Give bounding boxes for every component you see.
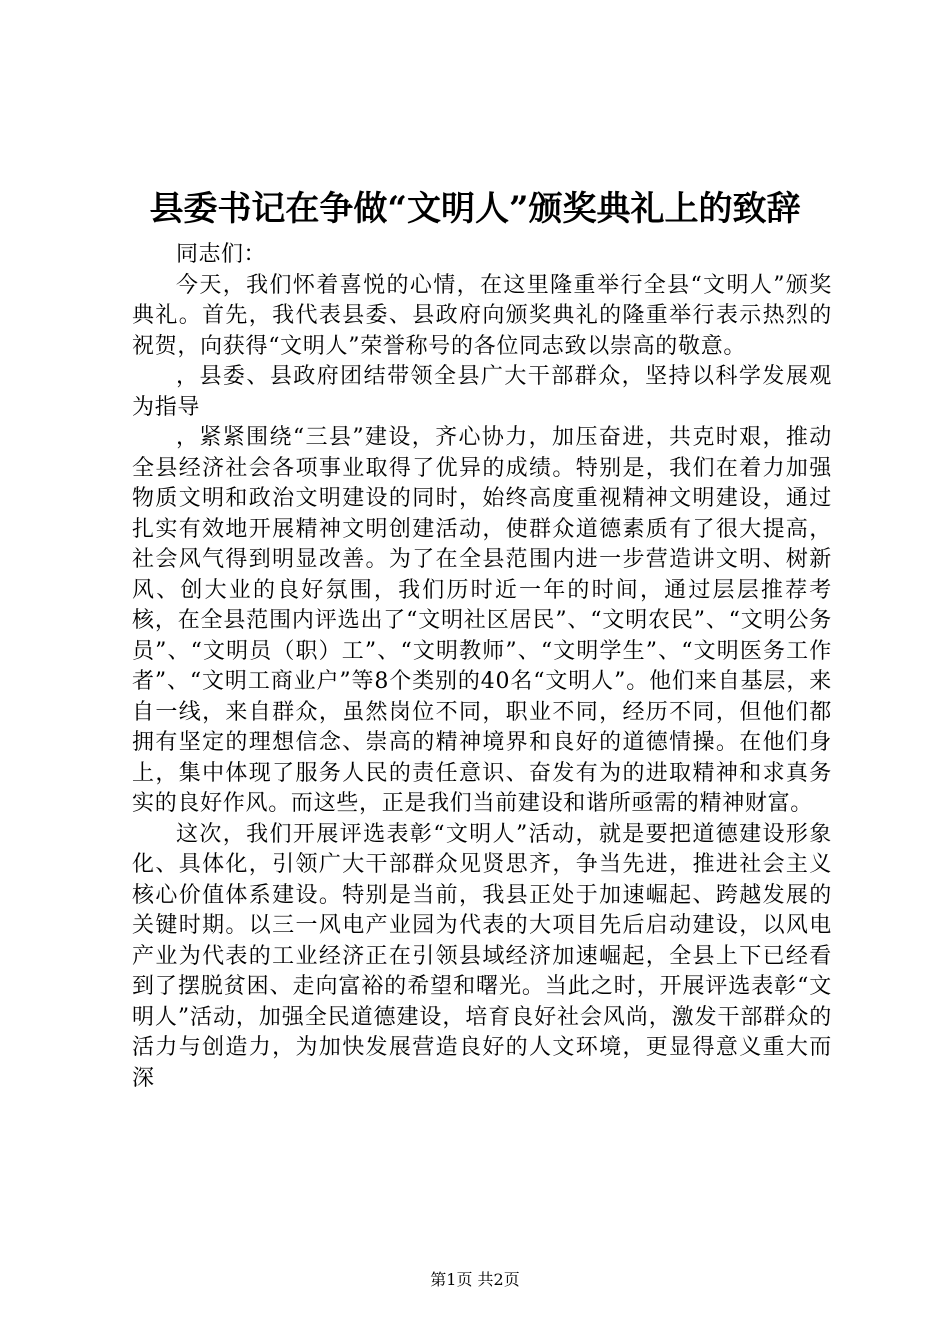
- page-number-footer: 第1页 共2页: [430, 1270, 520, 1289]
- paragraph-2: ，县委、县政府团结带领全县广大干部群众，坚持以科学发展观为指导: [132, 364, 832, 420]
- document-title: 县委书记在争做“文明人”颁奖典礼上的致辞: [149, 189, 801, 229]
- paragraph-3: ，紧紧围绕“三县”建设，齐心协力，加压奋进，共克时艰，推动全县经济社会各项事业取得了优异的成绩。特别是，我们在着力加强物质文明和政治文明建设的同时，始终高度重视精神文明建设，通过扎实有效地开展精神文明创建活动，使群众道德素质有了很大提高，社会风气得到明显改善。为了在全县范围内进一步营造讲文明、树新风、创大业的良好氛围，我们历时近一年的时间，通过层层推荐考核，在全县范围内评选出了“文明社区居民”、“文明农民”、“文明公务员”、“文明员（职）工”、“文明教师”、“文明学生”、“文明医务工作者”、“文明工商业户”等8个类别的40名“文明人”。他们来自基层，来自一线，来自群众，虽然岗位不同，职业不同，经历不同，但他们都拥有坚定的理想信念、崇高的精神境界和良好的道德情操。在他们身上，集中体现了服务人民的责任意识、奋发有为的进取精神和求真务实的良好作风。而这些，正是我们当前建设和谐所亟需的精神财富。: [132, 425, 832, 816]
- paragraph-4: 这次，我们开展评选表彰“文明人”活动，就是要把道德建设形象化、具体化，引领广大干部群众见贤思齐，争当先进，推进社会主义核心价值体系建设。特别是当前，我县正处于加速崛起、跨越发展的关键时期。以三一风电产业园为代表的大项目先后启动建设，以风电产业为代表的工业经济正在引领县域经济加速崛起，全县上下已经看到了摆脱贫困、走向富裕的希望和曙光。当此之时，开展评选表彰“文明人”活动，加强全民道德建设，培育良好社会风尚，激发干部群众的活力与创造力，为加快发展营造良好的人文环境，更显得意义重大而深: [132, 821, 832, 1091]
- paragraph-1: 今天，我们怀着喜悦的心情，在这里隆重举行全县“文明人”颁奖典礼。首先，我代表县委、县政府向颁奖典礼的隆重举行表示热烈的祝贺，向获得“文明人”荣誉称号的各位同志致以崇高的敬意。: [132, 272, 832, 359]
- document-body: [132, 240, 832, 1094]
- salutation: 同志们：: [176, 242, 267, 267]
